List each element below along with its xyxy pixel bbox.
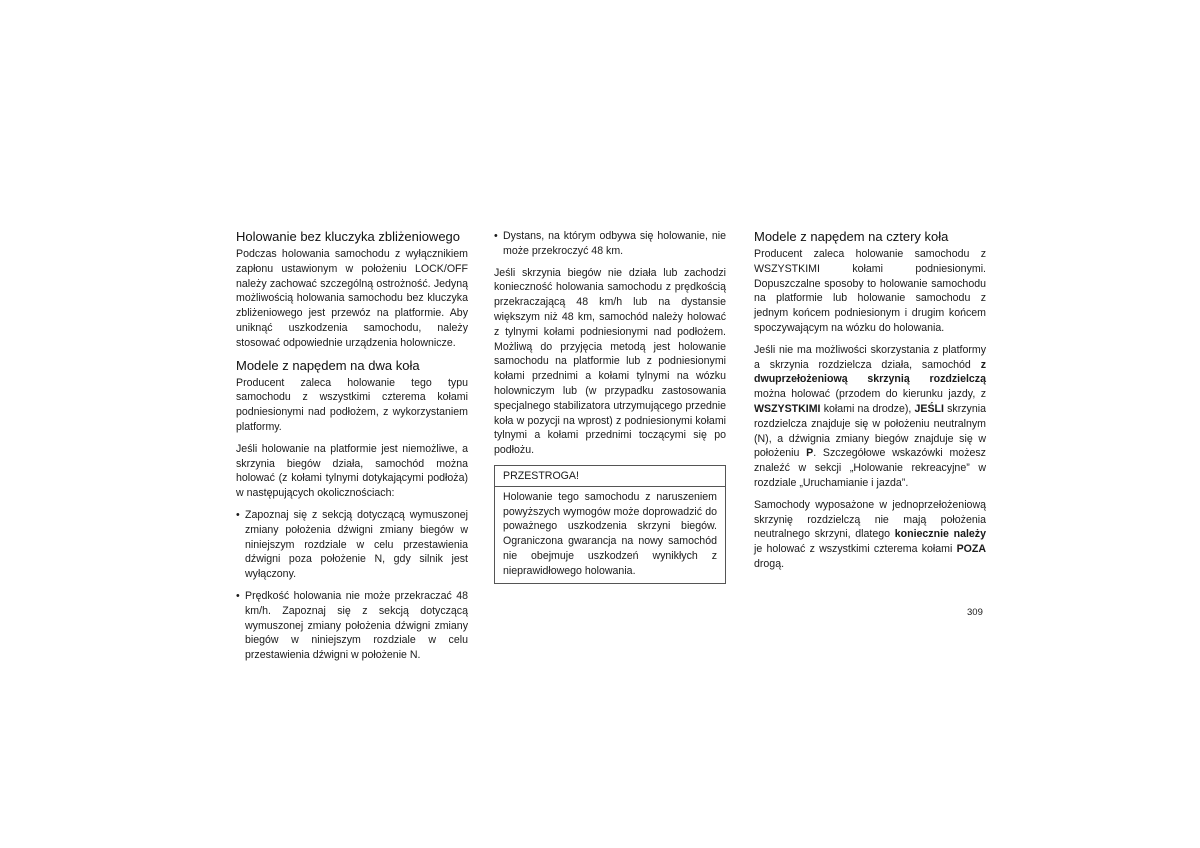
heading-keyless-towing: Holowanie bez kluczyka zbliżeniowego xyxy=(236,229,461,244)
emphasis-text: JEŚLI xyxy=(914,402,944,415)
paragraph-2wd-conditions: Jeśli holowanie na platformie jest niemożliwe, a skrzynia biegów działa, samochód można holować (z kołami tylnymi dotykającymi podłoża) w następujących okolicznościach: xyxy=(236,442,468,500)
paragraph-2wd-recommendation: Producent zaleca holowanie tego typu samochodu z wszystkimi czterema kołami podniesionymi nad podłożem, z wykorzystaniem platformy. xyxy=(236,376,468,433)
column-right xyxy=(754,229,986,579)
list-item: • Dystans, na którym odbywa się holowanie, nie może przekroczyć 48 km. xyxy=(494,229,726,259)
paragraph-4wd-flat-towing: Jeśli nie ma możliwości skorzystania z platformy a skrzynia rozdzielcza działa, samochód z dwuprzełożeniową skrzynią rozdzielczą można holować (przodem do kierunku jazdy, z WSZYSTKIMI kołami na drodze), JEŚLI skrzynia rozdzielcza znajduje się w położeniu neutralnym (N), a dźwignia zmiany biegów znajduje się w położeniu P. Szczegółowe wskazówki możesz znaleźć w sekcji „Holowanie rekreacyjne” w rozdziale „Uruchamianie i jazda”. xyxy=(754,343,986,489)
column-left xyxy=(236,229,468,670)
list-item: • Prędkość holowania nie może przekraczać 48 km/h. Zapoznaj się z sekcją dotyczącą wymuszonej zmiany położenia dźwigni zmiany biegów w niniejszym rozdziale w celu przestawienia dźwigni w położenie N. xyxy=(236,589,468,663)
heading-two-wheel-drive: Modele z napędem na dwa koła xyxy=(236,357,420,373)
emphasis-text: koniecznie należy xyxy=(894,528,986,541)
emphasis-text: POZA xyxy=(956,543,986,556)
conditions-list xyxy=(236,508,468,663)
emphasis-text: WSZYSTKIMI xyxy=(754,402,821,415)
list-item: • Zapoznaj się z sekcją dotyczącą wymuszonej zmiany położenia dźwigni zmiany biegów w niniejszym rozdziale w celu przestawienia dźwigni poza położenie N, gdy silnik jest wyłączony. xyxy=(236,508,468,582)
warning-box xyxy=(494,465,726,584)
heading-four-wheel-drive: Modele z napędem na cztery koła xyxy=(754,229,949,244)
paragraph-single-speed-transfer: Samochody wyposażone w jednoprzełożeniową skrzynię rozdzielczą nie mają położenia neutralnego skrzyni, dlatego koniecznie należy je holować z wszystkimi czterema kołami POZA drogą. xyxy=(754,498,986,570)
warning-title: PRZESTROGA! xyxy=(495,466,725,487)
conditions-list-continued xyxy=(494,229,726,259)
paragraph-keyless-towing: Podczas holowania samochodu z wyłącznikiem zapłonu ustawionym w położeniu LOCK/OFF należy zachować szczególną ostrożność. Jedyną możliwością holowania samochodu bez kluczyka zbliżeniowego jest przewóz na platformie. Aby uniknąć uszkodzenia samochodu, należy stosować odpowiednie urządzenia holownicze. xyxy=(236,248,468,349)
warning-text: Holowanie tego samochodu z naruszeniem powyższych wymogów może doprowadzić do poważnego uszkodzenia skrzyni biegów. Ograniczona gwarancja na nowy samochód nie obejmuje uszkodzeń wynikłych z nieprawidłowego holowania. xyxy=(503,490,717,577)
column-middle xyxy=(494,229,726,584)
emphasis-text: z dwuprzełożeniową skrzynią rozdzielczą xyxy=(754,358,986,386)
emphasis-text: P xyxy=(806,447,814,460)
page-number: 309 xyxy=(967,607,983,618)
paragraph-rear-wheels-raised: Jeśli skrzynia biegów nie działa lub zachodzi konieczność holowania samochodu z prędkością przekraczającą 48 km/h lub na dystansie większym niż 48 km, samochód należy holować z tylnymi kołami podniesionymi nad podłożem. Możliwą do przyjęcia metodą jest holowanie samochodu na platformie lub z podniesionymi kołami przednimi a kołami tylnymi na wózku holowniczym lub (w przypadku zastosowania specjalnego stabilizatora utrzymującego przednie koła w pozycji na wprost) z podniesionymi kołami tylnymi a kołami przednimi toczącymi się po podłożu. xyxy=(494,266,726,457)
paragraph-4wd-recommendation: Producent zaleca holowanie samochodu z WSZYSTKIMI kołami podniesionymi. Dopuszczalne sposoby to holowanie samochodu na platformie lub holowanie samochodu z jednym końcem podniesionym i drugim końcem spoczywającym na wózku do holowania. xyxy=(754,248,986,334)
